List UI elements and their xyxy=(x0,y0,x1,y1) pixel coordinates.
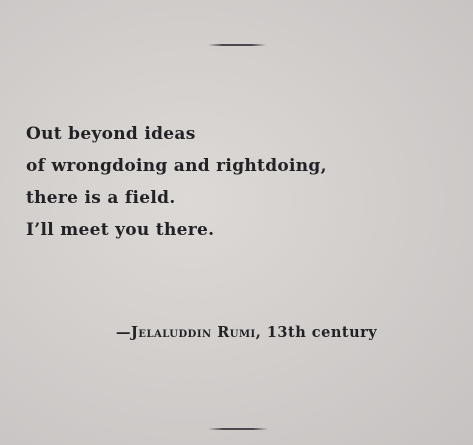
attribution-era: 13th century xyxy=(261,324,378,341)
top-ornament-rule xyxy=(208,44,266,46)
poem-line-4: I’ll meet you there. xyxy=(26,220,215,240)
attribution xyxy=(116,324,377,341)
attribution-dash: — xyxy=(116,324,131,341)
poem-line-1: Out beyond ideas xyxy=(26,124,196,144)
poem-line-2: of wrongdoing and rightdoing, xyxy=(26,156,327,176)
poem-line-3: there is a field. xyxy=(26,188,176,208)
poem-block xyxy=(26,118,327,246)
attribution-author: Jelaluddin Rumi, xyxy=(131,324,262,341)
bottom-ornament-rule xyxy=(208,428,268,430)
